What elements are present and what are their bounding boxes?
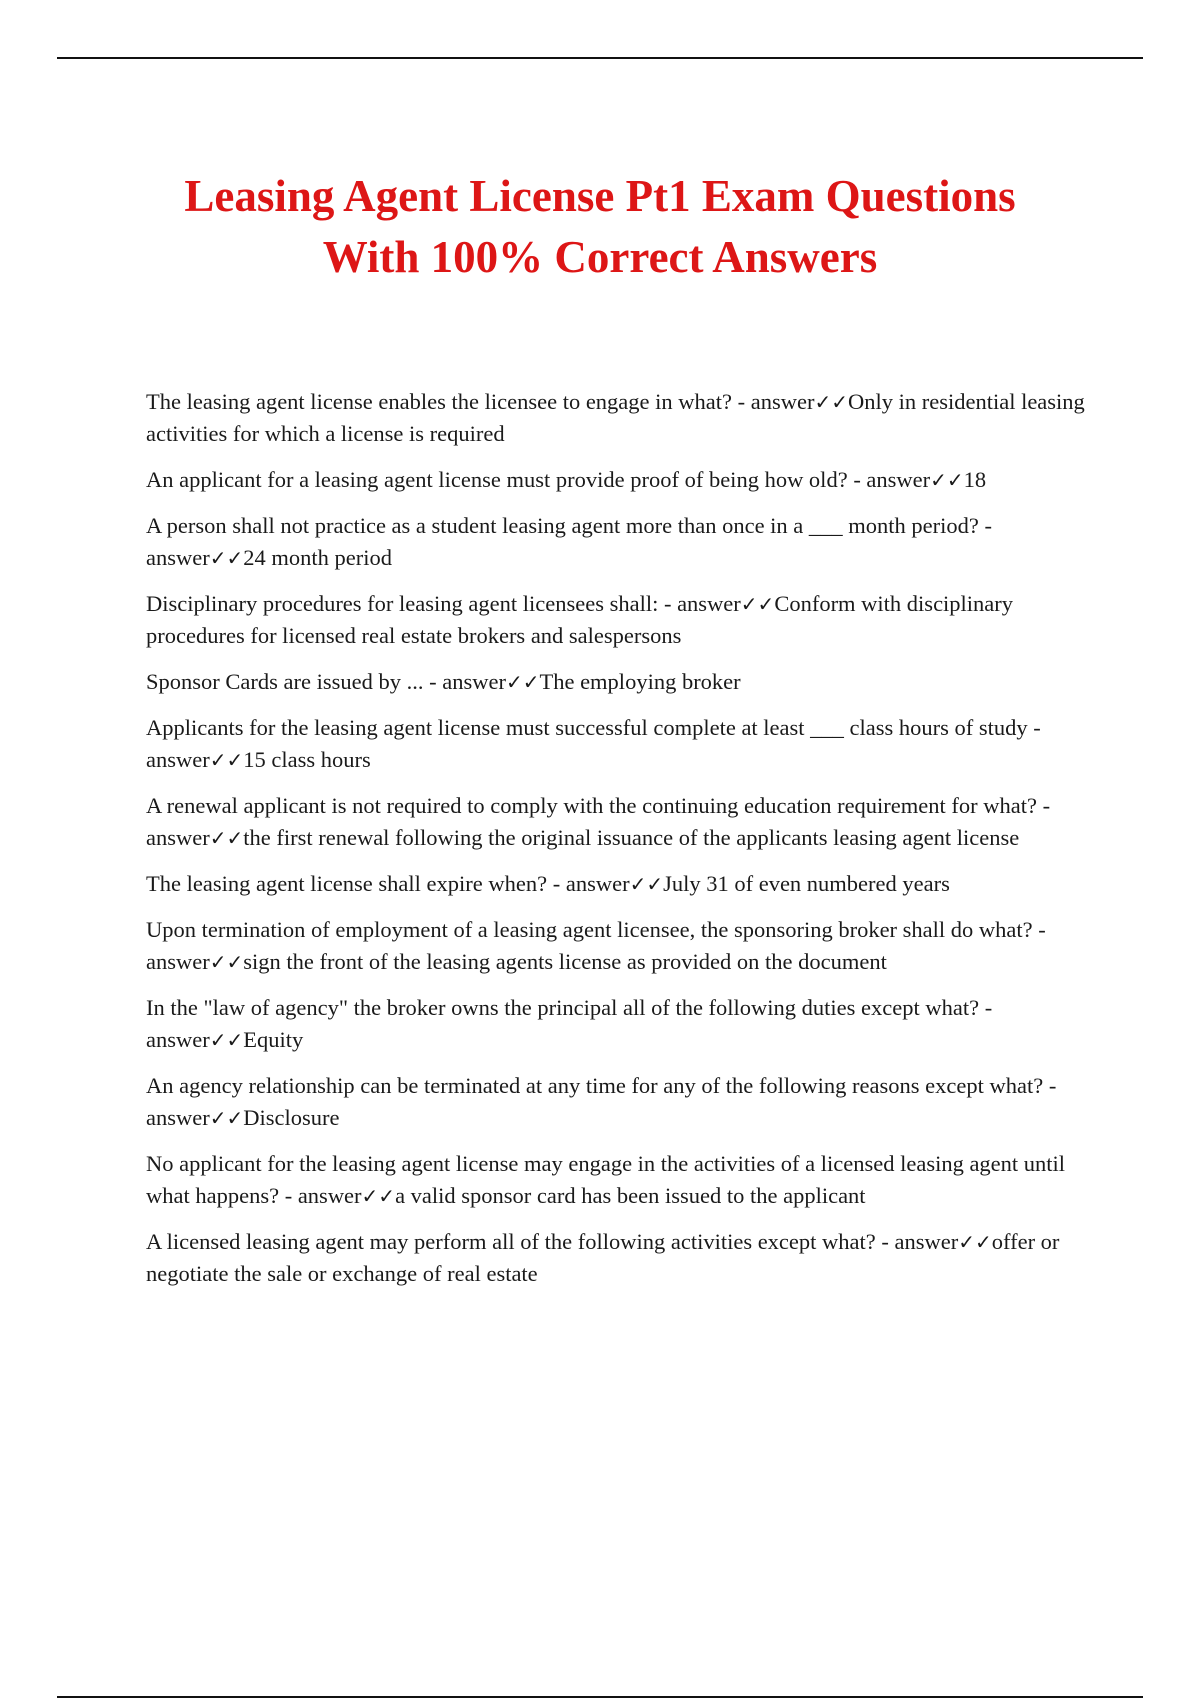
answer-separator: - answer: [279, 1183, 362, 1208]
answer-separator: - answer: [658, 591, 741, 616]
answer-separator: - answer: [423, 669, 506, 694]
double-check-icon: ✓✓: [361, 1184, 396, 1208]
title-line-1: Leasing Agent License Pt1 Exam Questions: [184, 171, 1016, 221]
document-title: [100, 166, 1100, 288]
double-check-icon: ✓✓: [209, 748, 244, 772]
qa-item: [146, 790, 1086, 854]
question-text: Upon termination of employment of a leasing agent licensee, the sponsoring broker shall do what?: [146, 917, 1033, 942]
answer-text: 24 month period: [243, 545, 392, 570]
answer-text: Disclosure: [243, 1105, 340, 1130]
answer-separator: - answer: [146, 1073, 1057, 1130]
question-text: The leasing agent license enables the licensee to engage in what?: [146, 389, 732, 414]
answer-separator: - answer: [847, 467, 931, 492]
qa-item: [146, 464, 1086, 496]
qa-item: [146, 992, 1086, 1056]
question-text: In the "law of agency" the broker owns the principal all of the following duties except what?: [146, 995, 980, 1020]
answer-separator: - answer: [732, 389, 815, 414]
answer-text: a valid sponsor card has been issued to the applicant: [395, 1183, 866, 1208]
answer-separator: - answer: [875, 1229, 959, 1254]
answer-separator: - answer: [146, 917, 1046, 974]
bottom-rule: [57, 1696, 1143, 1698]
question-text: An agency relationship can be terminated at any time for any of the following reasons except what?: [146, 1073, 1044, 1098]
answer-text: Equity: [243, 1027, 304, 1052]
answer-text: 18: [963, 467, 987, 492]
answer-text: Conform with disciplinary procedures for licensed real estate brokers and salespersons: [146, 591, 1014, 648]
question-text: Applicants for the leasing agent license must successful complete at least ___ class hours of study: [146, 715, 1028, 740]
qa-item: [146, 1226, 1086, 1290]
top-rule: [57, 57, 1143, 59]
answer-text: The employing broker: [539, 669, 741, 694]
double-check-icon: ✓✓: [209, 1106, 244, 1130]
double-check-icon: ✓✓: [958, 1230, 992, 1254]
answer-separator: - answer: [146, 793, 1051, 850]
double-check-icon: ✓✓: [930, 468, 964, 492]
double-check-icon: ✓✓: [740, 592, 775, 616]
question-text: Sponsor Cards are issued by ...: [146, 669, 424, 694]
answer-separator: - answer: [146, 715, 1041, 772]
answer-text: sign the front of the leasing agents license as provided on the document: [243, 949, 887, 974]
question-text: A person shall not practice as a student leasing agent more than once in a ___ month period?: [146, 513, 979, 538]
qa-item: [146, 588, 1086, 652]
qa-item: [146, 712, 1086, 776]
qa-item: [146, 868, 1086, 900]
question-text: Disciplinary procedures for leasing agent licensees shall:: [146, 591, 659, 616]
double-check-icon: ✓✓: [505, 670, 540, 694]
qa-item: [146, 914, 1086, 978]
qa-item: [146, 510, 1086, 574]
question-text: A renewal applicant is not required to comply with the continuing education requirement for what?: [146, 793, 1037, 818]
qa-item: [146, 666, 1086, 698]
answer-text: July 31 of even numbered years: [663, 871, 950, 896]
question-text: The leasing agent license shall expire when?: [146, 871, 548, 896]
answer-text: offer or negotiate the sale or exchange of real estate: [146, 1229, 1060, 1286]
question-answer-list: [146, 386, 1086, 1304]
double-check-icon: ✓✓: [209, 950, 244, 974]
answer-separator: - answer: [547, 871, 630, 896]
qa-item: [146, 1148, 1086, 1212]
question-text: A licensed leasing agent may perform all of the following activities except what?: [146, 1229, 876, 1254]
answer-separator: - answer: [146, 995, 993, 1052]
double-check-icon: ✓✓: [209, 826, 244, 850]
double-check-icon: ✓✓: [209, 1028, 244, 1052]
qa-item: [146, 386, 1086, 450]
answer-text: the first renewal following the original issuance of the applicants leasing agent license: [243, 825, 1020, 850]
answer-text: Only in residential leasing activities for which a license is required: [146, 389, 1085, 446]
question-text: An applicant for a leasing agent license must provide proof of being how old?: [146, 467, 848, 492]
double-check-icon: ✓✓: [814, 390, 848, 414]
answer-text: 15 class hours: [243, 747, 371, 772]
double-check-icon: ✓✓: [629, 872, 664, 896]
question-text: No applicant for the leasing agent license may engage in the activities of a licensed leasing agent until what happens?: [146, 1151, 1066, 1208]
answer-separator: - answer: [146, 513, 993, 570]
double-check-icon: ✓✓: [209, 546, 244, 570]
qa-item: [146, 1070, 1086, 1134]
title-line-2: With 100% Correct Answers: [322, 232, 878, 282]
